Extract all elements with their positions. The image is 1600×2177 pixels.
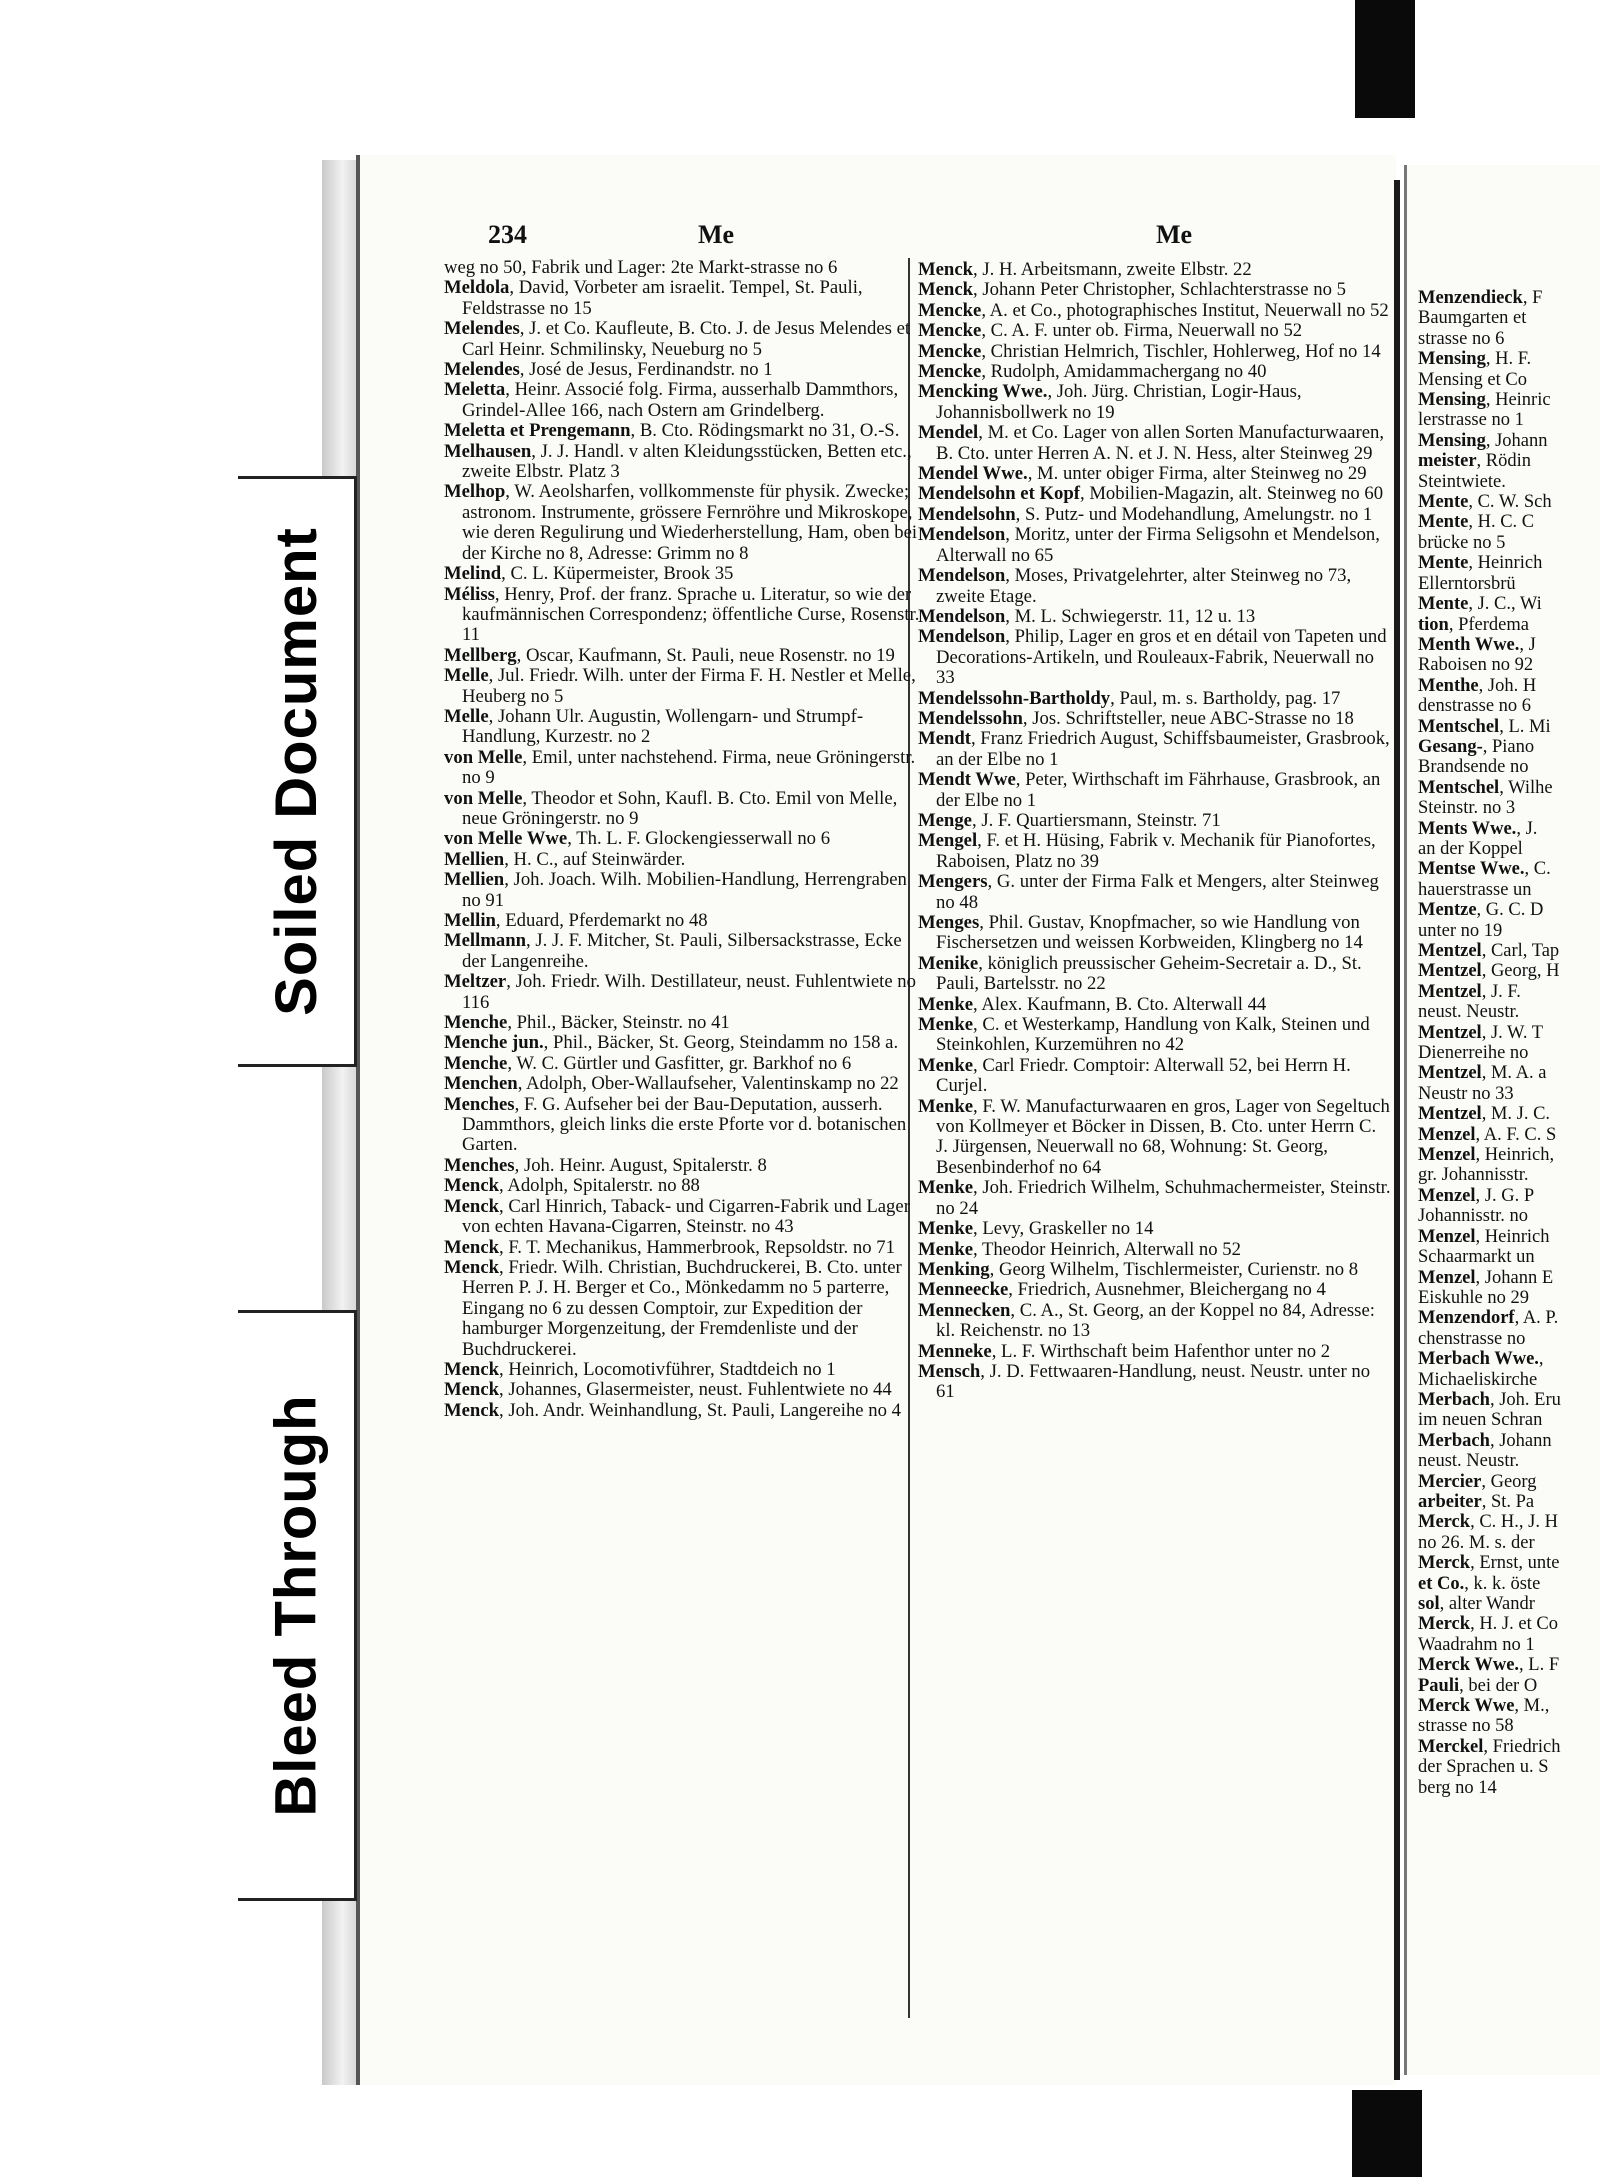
facing-page-entry: an der Koppel bbox=[1418, 838, 1523, 859]
directory-entry: Mennecken, C. A., St. Georg, an der Koppel no 84, Adresse: kl. Reichenstr. no 13 bbox=[918, 1299, 1375, 1342]
facing-page-entry: Mentzel, M. A. a bbox=[1418, 1063, 1547, 1084]
facing-page-entry: Mentschel, Wilhe bbox=[1418, 777, 1553, 798]
directory-entry: Menck, Friedr. Wilh. Christian, Buchdruckerei, B. Cto. unter Herren P. J. H. Berger et Co., Mönkedamm no 5 parterre, Eingang no 6 zu dessen Comptoir, zur Expedition der hamburger Morgenzeitung, der Fremdenliste und der Buchdruckerei. bbox=[444, 1256, 902, 1360]
facing-page-entry: Merck Wwe, M., bbox=[1418, 1696, 1550, 1717]
directory-entry: Melhausen, J. J. Handl. v alten Kleidungsstücken, Betten etc., zweite Elbstr. Platz 3 bbox=[444, 440, 912, 483]
directory-entry: Mellien, H. C., auf Steinwärder. bbox=[444, 848, 686, 870]
directory-entry: Mellberg, Oscar, Kaufmann, St. Pauli, neue Rosenstr. no 19 bbox=[444, 644, 895, 666]
directory-entry: Mencke, Rudolph, Amidammachergang no 40 bbox=[918, 361, 1267, 383]
directory-entry: von Melle, Emil, unter nachstehend. Firma, neue Gröningerstr. no 9 bbox=[444, 746, 916, 789]
directory-entry: Menck, Johannes, Glasermeister, neust. Fuhlentwiete no 44 bbox=[444, 1379, 892, 1401]
directory-entry: Menchen, Adolph, Ober-Wallaufseher, Valentinskamp no 22 bbox=[444, 1073, 899, 1095]
soiled-document-tab bbox=[238, 476, 357, 1067]
directory-entry: Menke, Joh. Friedrich Wilhelm, Schuhmachermeister, Steinstr. no 24 bbox=[918, 1177, 1391, 1219]
facing-page-entry: Menth Wwe., J bbox=[1418, 634, 1536, 655]
directory-entry: Menke, C. et Westerkamp, Handlung von Kalk, Steinen und Steinkohlen, Kurzemühren no 42 bbox=[918, 1014, 1370, 1056]
facing-page-entry: Gesang-, Piano bbox=[1418, 736, 1535, 757]
facing-page-entry: Menzendieck, F bbox=[1418, 288, 1543, 308]
directory-entry: Mengers, G. unter der Firma Falk et Mengers, alter Steinweg no 48 bbox=[918, 871, 1379, 913]
directory-entry: Menke, Alex. Kaufmann, B. Cto. Alterwall 44 bbox=[918, 993, 1267, 1015]
directory-entry: Menneecke, Friedrich, Ausnehmer, Bleichergang no 4 bbox=[918, 1279, 1326, 1301]
facing-page-entry: no 26. M. s. der bbox=[1418, 1532, 1535, 1553]
left-column bbox=[444, 258, 928, 1421]
directory-entry: Menke, Levy, Graskeller no 14 bbox=[918, 1218, 1154, 1240]
directory-entry: Mendelsohn et Kopf, Mobilien-Magazin, alt. Steinweg no 60 bbox=[918, 483, 1384, 505]
facing-page-entry: et Co., k. k. öste bbox=[1418, 1573, 1541, 1594]
facing-page-entry: Michaeliskirche bbox=[1418, 1369, 1538, 1390]
facing-page-entry: unter no 19 bbox=[1418, 920, 1503, 941]
directory-entry: Meletta, Heinr. Associé folg. Firma, ausserhalb Dammthors, Grindel-Allee 166, nach Ostern am Grindelberg. bbox=[444, 379, 899, 421]
facing-page-entry: Merck, H. J. et Co bbox=[1418, 1614, 1558, 1635]
facing-page-entry: Steintwiete. bbox=[1418, 471, 1506, 492]
facing-page-entry: Merbach Wwe., bbox=[1418, 1349, 1544, 1370]
facing-page-entry: Menzel, Johann E bbox=[1418, 1267, 1554, 1288]
facing-page-entry: Merck, Ernst, unte bbox=[1418, 1553, 1560, 1574]
directory-entry: Mendelson, M. L. Schwiegerstr. 11, 12 u. 13 bbox=[918, 605, 1256, 627]
directory-entry: Mengel, F. et H. Hüsing, Fabrik v. Mechanik für Pianofortes, Raboisen, Platz no 39 bbox=[918, 830, 1376, 872]
facing-page-entry: brücke no 5 bbox=[1418, 532, 1506, 553]
facing-page-entry: neust. Neustr. bbox=[1418, 1451, 1520, 1472]
facing-page-entry: Eiskuhle no 29 bbox=[1418, 1287, 1529, 1308]
facing-page-entry: Menzendorf, A. P. bbox=[1418, 1308, 1559, 1329]
facing-page-entry: Mentzel, J. W. T bbox=[1418, 1022, 1544, 1043]
directory-entry: Meldola, David, Vorbeter am israelit. Tempel, St. Pauli, Feldstrasse no 15 bbox=[444, 277, 863, 319]
facing-page-entry: im neuen Schran bbox=[1418, 1410, 1543, 1431]
facing-page-entry: Menthe, Joh. H bbox=[1418, 675, 1537, 696]
facing-page-entry: Johannisstr. no bbox=[1418, 1206, 1528, 1227]
page-number: 234 bbox=[488, 220, 527, 249]
facing-page-entry: Mentzel, Georg, H bbox=[1418, 961, 1560, 982]
directory-entry: Menches, Joh. Heinr. August, Spitalerstr. 8 bbox=[444, 1154, 767, 1176]
directory-entry: weg no 50, Fabrik und Lager: 2te Markt-strasse no 6 bbox=[444, 257, 838, 278]
facing-page-entry: sol, alter Wandr bbox=[1418, 1594, 1535, 1614]
facing-page-entry: Pauli, bei der O bbox=[1418, 1675, 1538, 1696]
facing-page-entry: strasse no 6 bbox=[1418, 328, 1505, 349]
directory-entry: Mendelson, Philip, Lager en gros et en détail von Tapeten und Decorations-Artikeln, und Rouleaux-Fabrik, Neuerwall no 33 bbox=[918, 626, 1387, 689]
directory-entry: Melhop, W. Aeolsharfen, vollkommenste für physik. Zwecke; astronom. Instrumente, grössere Fernröhre und Mikroskope, wie deren Regulirung und Wiederherstellung, Ham, oben bei der Kirche no 8, Adresse: Grimm no 8 bbox=[444, 481, 918, 564]
facing-page-entry: hauerstrasse un bbox=[1418, 879, 1532, 900]
facing-page-entry: Waadrahm no 1 bbox=[1418, 1634, 1535, 1655]
facing-page-entry: Raboisen no 92 bbox=[1418, 655, 1534, 676]
facing-page-entry: chenstrasse no bbox=[1418, 1328, 1526, 1349]
facing-page-entry: Steinstr. no 3 bbox=[1418, 798, 1516, 819]
facing-page-entry: Mentzel, Carl, Tap bbox=[1418, 941, 1560, 961]
facing-page-entry: Mercier, Georg bbox=[1418, 1471, 1537, 1492]
directory-entry: Mensch, J. D. Fettwaaren-Handlung, neust. Neustr. unter no 61 bbox=[918, 1360, 1371, 1403]
directory-entry: Mendelssohn, Jos. Schriftsteller, neue ABC-Strasse no 18 bbox=[918, 707, 1354, 729]
facing-page-entry: Mensing, H. F. bbox=[1418, 349, 1532, 370]
facing-page-entry: tion, Pferdema bbox=[1418, 614, 1529, 635]
facing-page-entry: Mentze, G. C. D bbox=[1418, 900, 1544, 921]
directory-entry: Menche, W. C. Gürtler und Gasfitter, gr. Barkhof no 6 bbox=[444, 1052, 852, 1074]
facing-page-entry: Merbach, Johann bbox=[1418, 1430, 1552, 1451]
facing-page-entry: der Sprachen u. S bbox=[1418, 1757, 1549, 1778]
directory-entry: von Melle, Theodor et Sohn, Kaufl. B. Cto. Emil von Melle, neue Gröningerstr. no 9 bbox=[444, 787, 898, 829]
directory-entry: Mendel Wwe., M. unter obiger Firma, alter Steinweg no 29 bbox=[918, 463, 1367, 485]
facing-page-entry: Mentzel, J. F. bbox=[1418, 981, 1521, 1002]
directory-entry: Melle, Johann Ulr. Augustin, Wollengarn- und Strumpf-Handlung, Kurzestr. no 2 bbox=[444, 705, 864, 748]
directory-entry: von Melle Wwe, Th. L. F. Glockengiesserwall no 6 bbox=[444, 828, 831, 850]
directory-entry: Melle, Jul. Friedr. Wilh. unter der Firma F. H. Nestler et Melle, Heuberg no 5 bbox=[444, 665, 916, 707]
directory-entry: Mendt, Franz Friedrich August, Schiffsbaumeister, Grasbrook, an der Elbe no 1 bbox=[918, 728, 1390, 770]
facing-page-entry: Merck Wwe., L. F bbox=[1418, 1655, 1560, 1676]
directory-entry: Mencking Wwe., Joh. Jürg. Christian, Logir-Haus, Johannisbollwerk no 19 bbox=[918, 381, 1302, 423]
directory-entry: Menneke, L. F. Wirthschaft beim Hafenthor unter no 2 bbox=[918, 1340, 1331, 1362]
directory-entry: Menking, Georg Wilhelm, Tischlermeister, Curienstr. no 8 bbox=[918, 1258, 1359, 1280]
facing-page-entry: neust. Neustr. bbox=[1418, 1002, 1520, 1023]
right-running-head: Me bbox=[1156, 220, 1193, 249]
directory-entry: Meltzer, Joh. Friedr. Wilh. Destillateur, neust. Fuhlentwiete no 116 bbox=[444, 971, 916, 1013]
facing-page-entry: arbeiter, St. Pa bbox=[1418, 1491, 1535, 1512]
facing-page-entry: Menzel, J. G. P bbox=[1418, 1185, 1535, 1206]
directory-entry: Melendes, José de Jesus, Ferdinandstr. no 1 bbox=[444, 359, 773, 381]
directory-entry: Menke, F. W. Manufacturwaaren en gros, Lager von Segeltuch von Kollmeyer et Böcker in Dissen, B. Cto. unter Herrn C. J. Jürgensen, Neuerwall no 68, Wohnung: St. Georg, Besenbinderhof no 64 bbox=[918, 1095, 1390, 1178]
facing-page-entry: Mentzel, M. J. C. bbox=[1418, 1104, 1551, 1125]
directory-entry: Menck, F. T. Mechanikus, Hammerbrook, Repsoldstr. no 71 bbox=[444, 1236, 895, 1258]
facing-page-entry: Menzel, A. F. C. S bbox=[1418, 1124, 1557, 1145]
facing-page-entry: Baumgarten et bbox=[1418, 308, 1527, 329]
facing-page-entry: Menzel, Heinrich bbox=[1418, 1226, 1550, 1247]
soiled-document-label: Soiled Document bbox=[263, 527, 329, 1016]
directory-entry: Menges, Phil. Gustav, Knopfmacher, so wie Handlung von Fischersetzen und weissen Korbweiden, Klingberg no 14 bbox=[918, 912, 1363, 954]
directory-entry: Menke, Carl Friedr. Comptoir: Alterwall 52, bei Herrn H. Curjel. bbox=[918, 1054, 1351, 1097]
directory-entry: Mendelssohn-Bartholdy, Paul, m. s. Bartholdy, pag. 17 bbox=[918, 687, 1341, 709]
facing-page-entry: Merck, C. H., J. H bbox=[1418, 1512, 1558, 1533]
facing-page-entry: Brandsende no bbox=[1418, 757, 1529, 778]
bleed-through-tab bbox=[238, 1310, 357, 1901]
facing-page-entry: denstrasse no 6 bbox=[1418, 696, 1532, 717]
facing-page-entry: Ments Wwe., J. bbox=[1418, 818, 1538, 839]
directory-entry: Melind, C. L. Küpermeister, Brook 35 bbox=[444, 563, 734, 585]
directory-entry: Menches, F. G. Aufseher bei der Bau-Deputation, ausserh. Dammthors, gleich links die erste Pforte vor d. botanischen Garten. bbox=[444, 1093, 907, 1156]
facing-page-entry: Mensing, Johann bbox=[1418, 430, 1548, 451]
facing-page-entry: Menzel, Heinrich, bbox=[1418, 1145, 1555, 1166]
facing-page-entry: lerstrasse no 1 bbox=[1418, 410, 1524, 431]
page-gutter bbox=[1394, 180, 1400, 2080]
directory-entry: Mencke, Christian Helmrich, Tischler, Hohlerweg, Hof no 14 bbox=[918, 340, 1381, 362]
directory-entry: Menche, Phil., Bäcker, Steinstr. no 41 bbox=[444, 1012, 730, 1034]
facing-page-entry: Neustr no 33 bbox=[1418, 1083, 1514, 1104]
left-running-head: Me bbox=[698, 220, 735, 249]
facing-page-column bbox=[1418, 288, 1600, 1798]
facing-page-entry: Mente, Heinrich bbox=[1418, 553, 1543, 574]
facing-page-entry: berg no 14 bbox=[1418, 1777, 1497, 1798]
directory-entry: Mendt Wwe, Peter, Wirthschaft im Fährhause, Grasbrook, an der Elbe no 1 bbox=[918, 769, 1381, 811]
directory-entry: Mendelsohn, S. Putz- und Modehandlung, Amelungstr. no 1 bbox=[918, 503, 1373, 525]
facing-page-entry: Mensing et Co bbox=[1418, 369, 1527, 390]
directory-entry: Mencke, A. et Co., photographisches Institut, Neuerwall no 52 bbox=[918, 299, 1389, 321]
directory-entry: Mellin, Eduard, Pferdemarkt no 48 bbox=[444, 910, 708, 931]
facing-page-entry: Mentschel, L. Mi bbox=[1418, 716, 1551, 737]
directory-entry: Meletta et Prengemann, B. Cto. Rödingsmarkt no 31, O.-S. bbox=[444, 420, 900, 442]
directory-entry: Menck, Carl Hinrich, Taback- und Cigarren-Fabrik und Lager von echten Havana-Cigarren, Steinstr. no 43 bbox=[444, 1195, 910, 1238]
directory-entry: Menke, Theodor Heinrich, Alterwall no 52 bbox=[918, 1238, 1241, 1260]
facing-page-entry: Ellerntorsbrü bbox=[1418, 573, 1516, 594]
right-column bbox=[918, 260, 1392, 1403]
directory-entry: Mellmann, J. J. F. Mitcher, St. Pauli, Silbersackstrasse, Ecke der Langenreihe. bbox=[444, 930, 902, 972]
facing-page-entry: Merckel, Friedrich bbox=[1418, 1736, 1561, 1757]
facing-page-entry: Mentse Wwe., C. bbox=[1418, 859, 1551, 880]
facing-page-entry: Mente, C. W. Sch bbox=[1418, 492, 1552, 513]
directory-entry: Menike, königlich preussischer Geheim-Secretair a. D., St. Pauli, Bartelsstr. no 22 bbox=[918, 952, 1362, 995]
bleed-through-label: Bleed Through bbox=[263, 1394, 329, 1817]
facing-page-entry: Schaarmarkt un bbox=[1418, 1247, 1535, 1268]
directory-entry: Menck, Adolph, Spitalerstr. no 88 bbox=[444, 1175, 700, 1197]
directory-entry: Mellien, Joh. Joach. Wilh. Mobilien-Handlung, Herrengraben no 91 bbox=[444, 869, 907, 911]
facing-page-entry: Merbach, Joh. Eru bbox=[1418, 1389, 1561, 1410]
directory-entry: Mencke, C. A. F. unter ob. Firma, Neuerwall no 52 bbox=[918, 320, 1303, 342]
directory-entry: Menck, Johann Peter Christopher, Schlachterstrasse no 5 bbox=[918, 279, 1346, 301]
facing-page-entry: Mente, H. C. C bbox=[1418, 512, 1535, 533]
directory-entry: Mendel, M. et Co. Lager von allen Sorten Manufacturwaaren, B. Cto. unter Herren A. N. et J. N. Hess, alter Steinweg 29 bbox=[918, 422, 1385, 464]
directory-entry: Mendelson, Moses, Privatgelehrter, alter Steinweg no 73, zweite Etage. bbox=[918, 565, 1352, 607]
facing-page-entry: meister, Rödin bbox=[1418, 451, 1532, 472]
directory-entry: Méliss, Henry, Prof. der franz. Sprache u. Literatur, so wie der kaufmännischen Correspondenz; öffentliche Curse, Rosenstr. 11 bbox=[444, 583, 920, 646]
directory-entry: Menck, Joh. Andr. Weinhandlung, St. Pauli, Langereihe no 4 bbox=[444, 1399, 901, 1421]
directory-entry: Mendelson, Moritz, unter der Firma Seligsohn et Mendelson, Alterwall no 65 bbox=[918, 524, 1380, 566]
facing-page-entry: gr. Johannisstr. bbox=[1418, 1165, 1529, 1186]
directory-entry: Menck, J. H. Arbeitsmann, zweite Elbstr. 22 bbox=[918, 259, 1252, 280]
running-header bbox=[488, 220, 1388, 250]
directory-entry: Menche jun., Phil., Bäcker, St. Georg, Steindamm no 158 a. bbox=[444, 1032, 899, 1054]
directory-entry: Menge, J. F. Quartiersmann, Steinstr. 71 bbox=[918, 809, 1221, 831]
facing-page-entry: Mensing, Heinric bbox=[1418, 390, 1551, 411]
bottom-right-black-strip bbox=[1352, 2090, 1422, 2177]
facing-page-entry: Dienerreihe no bbox=[1418, 1043, 1529, 1064]
top-right-black-strip bbox=[1355, 0, 1415, 118]
facing-page-entry: strasse no 58 bbox=[1418, 1716, 1514, 1737]
facing-page-entry: Mente, J. C., Wi bbox=[1418, 594, 1542, 615]
directory-entry: Menck, Heinrich, Locomotivführer, Stadtdeich no 1 bbox=[444, 1358, 836, 1380]
directory-entry: Melendes, J. et Co. Kaufleute, B. Cto. J. de Jesus Melendes et Carl Heinr. Schmilinsky, Neueburg no 5 bbox=[444, 318, 911, 360]
